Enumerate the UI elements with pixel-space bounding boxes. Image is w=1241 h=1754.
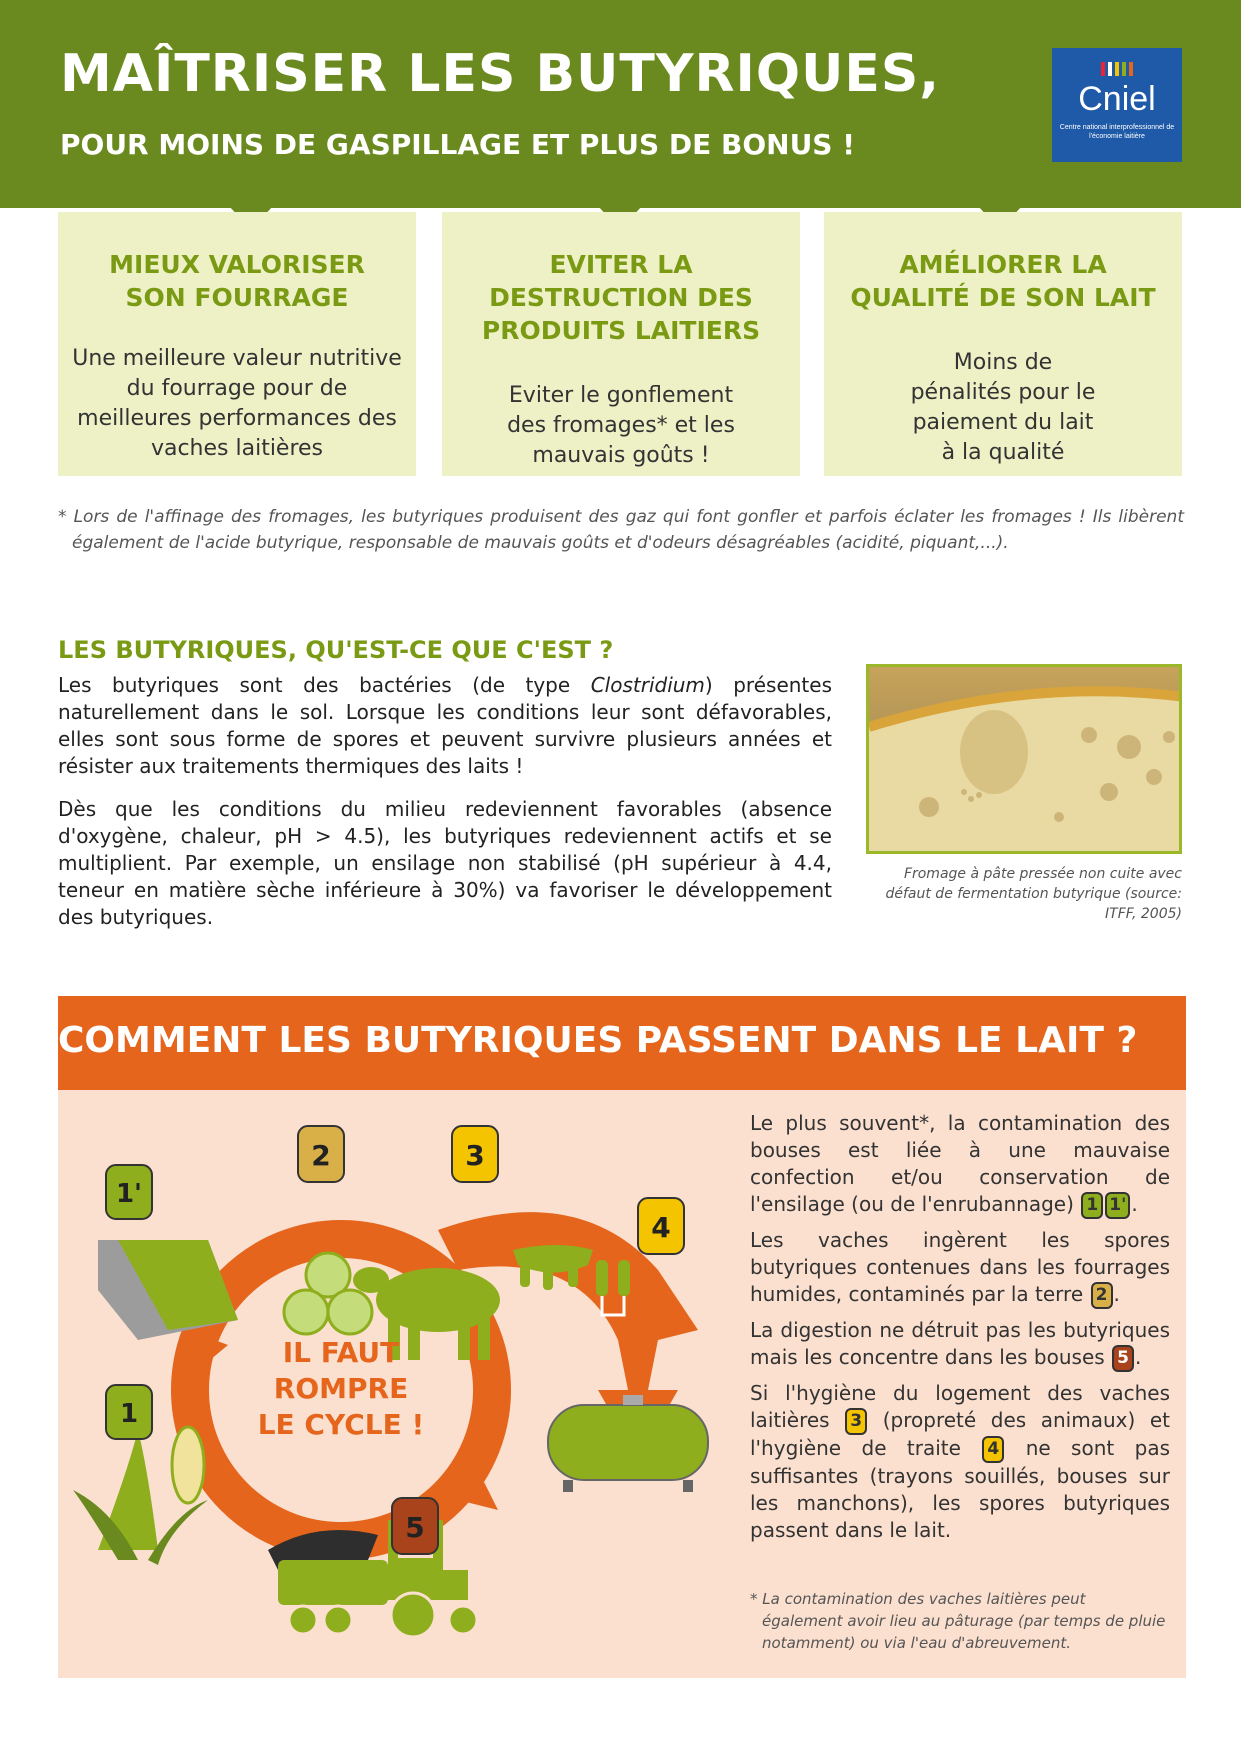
- inline-badge-4: 4: [982, 1436, 1004, 1463]
- badge-3: [452, 1126, 498, 1182]
- logo-name: Cniel: [1078, 80, 1156, 118]
- inline-badge-1prime: 1': [1105, 1192, 1130, 1219]
- page-title: MAÎTRISER LES BUTYRIQUES,: [60, 44, 941, 104]
- svg-text:1': 1': [115, 1179, 143, 1209]
- section-banner: [58, 996, 1186, 1090]
- benefit-desc: Moins de pénalités pour le paiement du lait à la qualité: [910, 350, 1096, 465]
- milk-tank-icon: [548, 1395, 708, 1492]
- cycle-explanation: [750, 1110, 1170, 1552]
- logo-tagline: Centre national interprofessionnel de l'économie laitière: [1059, 124, 1175, 140]
- cycle-center-text: IL FAUT: [282, 1336, 400, 1369]
- svg-text:3: 3: [465, 1139, 485, 1172]
- section-paragraph: Dès que les conditions du milieu redeviennent favorables (absence d'oxygène, chaleur, pH > 4.5), les butyriques redeviennent actifs et se multiplient. Par exemple, un ensilage non stabilisé (pH supérieur à 4.4, teneur en matière sèche inférieure à 30%) va favoriser le développement des butyriques.: [58, 797, 832, 929]
- benefit-box: [824, 212, 1182, 476]
- inline-badge-1: 1: [1081, 1192, 1103, 1219]
- cycle-center-text: ROMPRE: [273, 1372, 409, 1405]
- section-paragraph: Les butyriques sont des bactéries (de type Clostridium) présentes naturellement dans le sol. Lorsque les conditions leur sont défavorables, elles sont sous forme de spores et peuvent survivre plusieurs années et résister aux traitements thermiques des laits !: [58, 673, 832, 778]
- badge-1: [106, 1385, 152, 1439]
- badge-4: [638, 1198, 684, 1254]
- section-banner-title: COMMENT LES BUTYRIQUES PASSENT DANS LE LAIT ?: [58, 1020, 1138, 1061]
- svg-text:4: 4: [651, 1211, 671, 1244]
- cycle-step-text: La digestion ne détruit pas les butyriques mais les concentre dans les bouses 5 .: [750, 1317, 1170, 1372]
- badge-5: [392, 1498, 438, 1554]
- tractor-icon: [268, 1520, 477, 1637]
- badge-2: [298, 1126, 344, 1182]
- page-header: [0, 0, 1241, 208]
- benefit-box: [442, 212, 800, 476]
- inline-badge-3: 3: [845, 1408, 867, 1435]
- inline-badge-2: 2: [1091, 1282, 1113, 1309]
- svg-text:2: 2: [311, 1139, 331, 1172]
- benefit-title: AMÉLIORER LA QUALITÉ DE SON LAIT: [850, 250, 1156, 312]
- section-title: LES BUTYRIQUES, QU'EST-CE QUE C'EST ?: [58, 636, 614, 664]
- corn-plant-icon: [73, 1427, 208, 1565]
- cheese-photo: [866, 664, 1182, 854]
- page-subtitle: POUR MOINS DE GASPILLAGE ET PLUS DE BONUS !: [60, 128, 855, 161]
- cniel-logo: [1052, 48, 1182, 162]
- cycle-step-text: Le plus souvent*, la contamination des bouses est liée à une mauvaise confection et/ou conservation de l'ensilage (ou de l'enrubannage) 1 1' .: [750, 1110, 1170, 1219]
- cycle-step-text: Les vaches ingèrent les spores butyriques contenues dans les fourrages humides, contaminés par la terre 2 .: [750, 1227, 1170, 1309]
- footnote: * La contamination des vaches laitières peut également avoir lieu au pâturage (par temps de pluie notamment) ou via l'eau d'abreuvement.: [750, 1590, 1166, 1652]
- contamination-cycle-diagram: [58, 1090, 748, 1678]
- benefit-title: EVITER LA DESTRUCTION DES PRODUITS LAITIERS: [481, 250, 761, 345]
- logo-mark-icon: [1052, 62, 1182, 76]
- inline-badge-5: 5: [1112, 1345, 1134, 1372]
- footnote: * Lors de l'affinage des fromages, les butyriques produisent des gaz qui font gonfler et parfois éclater les fromages ! Ils libèrent également de l'acide butyrique, responsable de mauvais goûts et d'odeurs désagréables (acidité, piquant,...).: [58, 507, 1184, 553]
- benefit-box: [58, 212, 416, 476]
- benefit-desc: Une meilleure valeur nutritive du fourrage pour de meilleures performances des vaches laitières: [72, 346, 402, 461]
- cycle-step-text: Si l'hygiène du logement des vaches laitières 3 (propreté des animaux) et l'hygiène de traite 4 ne sont pas suffisantes (trayons souillés, bouses sur les manchons), les spores butyriques passent dans le lait.: [750, 1381, 1171, 1542]
- svg-text:5: 5: [405, 1511, 425, 1544]
- benefit-desc: Eviter le gonflement des fromages* et les mauvais goûts !: [507, 383, 735, 468]
- cycle-center-text: LE CYCLE !: [257, 1408, 425, 1441]
- svg-text:1: 1: [119, 1399, 139, 1429]
- photo-caption: Fromage à pâte pressée non cuite avec défaut de fermentation butyrique (source: ITFF, 2005): [885, 866, 1182, 922]
- badge-1prime: [106, 1165, 152, 1219]
- benefit-title: MIEUX VALORISER SON FOURRAGE: [109, 250, 365, 312]
